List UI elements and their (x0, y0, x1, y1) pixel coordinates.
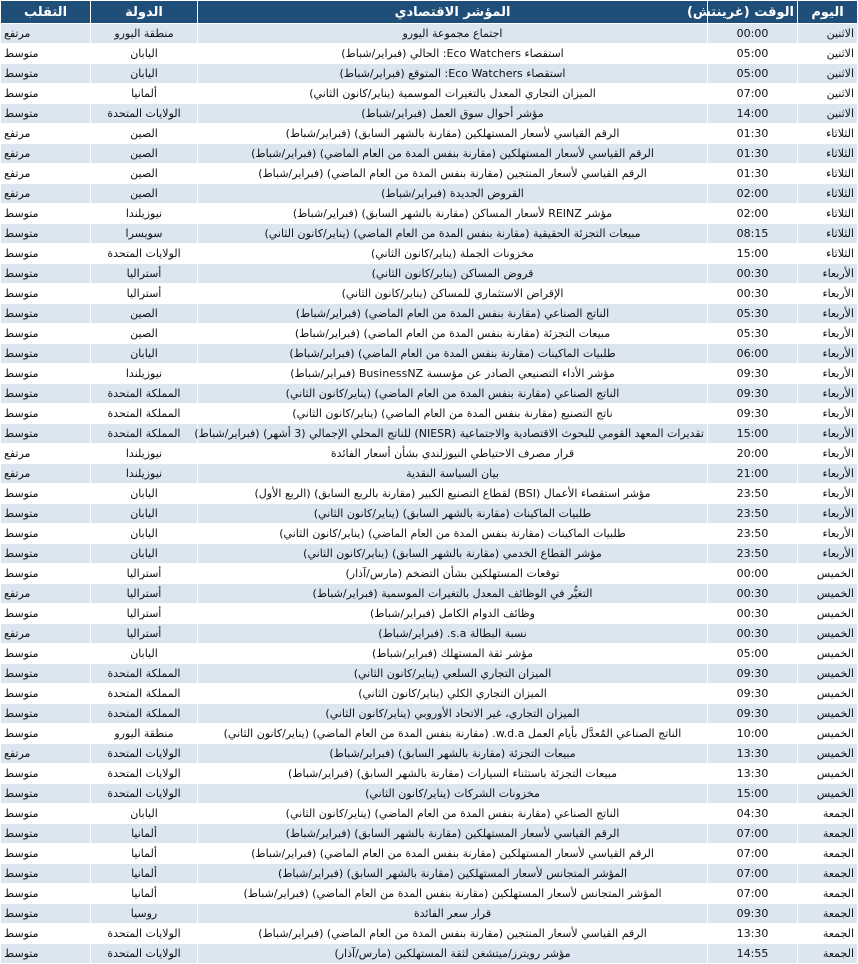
cell-volatility: مرتفع (1, 24, 91, 44)
table-row (1, 564, 858, 584)
cell-volatility: متوسط (1, 304, 91, 324)
cell-indicator: التغيُّر في الوظائف المعدل بالتغيرات الموسمية (فبراير/شباط) (198, 584, 708, 604)
cell-country: الولايات المتحدة (91, 104, 198, 124)
cell-indicator: استقصاء Eco Watchers: المتوقع (فبراير/شباط) (198, 64, 708, 84)
cell-country: نيوزيلندا (91, 464, 198, 484)
cell-indicator: مؤشر REINZ لأسعار المساكن (مقارنة بالشهر السابق) (فبراير/شباط) (198, 204, 708, 224)
header-time: الوقت (غرينتش) (708, 1, 798, 24)
cell-day: الجمعة (798, 904, 858, 924)
table-row (1, 184, 858, 204)
table-row (1, 24, 858, 44)
cell-country: الصين (91, 144, 198, 164)
cell-country: منطقة اليورو (91, 24, 198, 44)
cell-time: 04:30 (708, 804, 798, 824)
cell-country: اليابان (91, 544, 198, 564)
table-row (1, 944, 858, 964)
cell-indicator: استقصاء Eco Watchers: الحالي (فبراير/شباط) (198, 44, 708, 64)
table-row (1, 684, 858, 704)
cell-country: المملكة المتحدة (91, 384, 198, 404)
cell-indicator: الناتج الصناعي (مقارنة بنفس المدة من العام الماضي) (فبراير/شباط) (198, 304, 708, 324)
header-day: اليوم (798, 1, 858, 24)
cell-country: الصين (91, 164, 198, 184)
cell-country: أستراليا (91, 584, 198, 604)
cell-time: 23:50 (708, 524, 798, 544)
cell-country: روسيا (91, 904, 198, 924)
table-row (1, 44, 858, 64)
cell-country: اليابان (91, 524, 198, 544)
cell-day: الجمعة (798, 804, 858, 824)
cell-country: المملكة المتحدة (91, 404, 198, 424)
cell-time: 10:00 (708, 724, 798, 744)
cell-volatility: متوسط (1, 384, 91, 404)
cell-volatility: متوسط (1, 664, 91, 684)
cell-indicator: طلبيات الماكينات (مقارنة بالشهر السابق) (يناير/كانون الثاني) (198, 504, 708, 524)
cell-country: المملكة المتحدة (91, 664, 198, 684)
table-row (1, 304, 858, 324)
cell-time: 00:30 (708, 604, 798, 624)
table-row (1, 84, 858, 104)
cell-indicator: الميزان التجاري السلعي (يناير/كانون الثاني) (198, 664, 708, 684)
cell-country: ألمانيا (91, 884, 198, 904)
cell-volatility: مرتفع (1, 444, 91, 464)
table-row (1, 604, 858, 624)
cell-country: اليابان (91, 484, 198, 504)
cell-indicator: مؤشر أحوال سوق العمل (فبراير/شباط) (198, 104, 708, 124)
cell-country: الولايات المتحدة (91, 744, 198, 764)
cell-volatility: متوسط (1, 804, 91, 824)
cell-day: الثلاثاء (798, 224, 858, 244)
cell-volatility: متوسط (1, 644, 91, 664)
cell-volatility: متوسط (1, 104, 91, 124)
cell-day: الخميس (798, 704, 858, 724)
cell-country: اليابان (91, 504, 198, 524)
table-row (1, 664, 858, 684)
cell-day: الأربعاء (798, 504, 858, 524)
cell-country: الولايات المتحدة (91, 944, 198, 964)
cell-time: 07:00 (708, 864, 798, 884)
cell-indicator: المؤشر المتجانس لأسعار المستهلكين (مقارنة بالشهر السابق) (فبراير/شباط) (198, 864, 708, 884)
table-row (1, 784, 858, 804)
cell-country: الولايات المتحدة (91, 244, 198, 264)
cell-time: 15:00 (708, 784, 798, 804)
cell-day: الأربعاء (798, 284, 858, 304)
header-indicator: المؤشر الاقتصادي (198, 1, 708, 24)
cell-indicator: الميزان التجاري، غير الاتحاد الأوروبي (يناير/كانون الثاني) (198, 704, 708, 724)
cell-time: 05:30 (708, 304, 798, 324)
table-row (1, 144, 858, 164)
cell-indicator: قروض المساكن (يناير/كانون الثاني) (198, 264, 708, 284)
cell-day: الخميس (798, 724, 858, 744)
cell-volatility: متوسط (1, 944, 91, 964)
cell-volatility: مرتفع (1, 624, 91, 644)
cell-country: نيوزيلندا (91, 444, 198, 464)
cell-day: الأربعاء (798, 424, 858, 444)
cell-time: 00:30 (708, 264, 798, 284)
cell-country: أستراليا (91, 284, 198, 304)
cell-time: 00:00 (708, 564, 798, 584)
cell-volatility: متوسط (1, 884, 91, 904)
cell-day: الأربعاء (798, 264, 858, 284)
cell-day: الخميس (798, 624, 858, 644)
cell-day: الثلاثاء (798, 184, 858, 204)
cell-volatility: متوسط (1, 244, 91, 264)
cell-country: نيوزيلندا (91, 364, 198, 384)
cell-volatility: متوسط (1, 604, 91, 624)
cell-country: منطقة اليورو (91, 724, 198, 744)
cell-indicator: الإقراض الاستثماري للمساكن (يناير/كانون الثاني) (198, 284, 708, 304)
cell-day: الجمعة (798, 944, 858, 964)
cell-time: 05:30 (708, 324, 798, 344)
cell-time: 15:00 (708, 424, 798, 444)
cell-indicator: القروض الجديدة (فبراير/شباط) (198, 184, 708, 204)
table-row (1, 384, 858, 404)
cell-time: 02:00 (708, 184, 798, 204)
cell-indicator: مؤشر الأداء التصنيعي الصادر عن مؤسسة BusinessNZ (فبراير/شباط) (198, 364, 708, 384)
cell-country: ألمانيا (91, 824, 198, 844)
cell-country: ألمانيا (91, 864, 198, 884)
cell-time: 23:50 (708, 544, 798, 564)
cell-indicator: مبيعات التجزئة باستثناء السيارات (مقارنة بالشهر السابق) (فبراير/شباط) (198, 764, 708, 784)
table-row (1, 224, 858, 244)
cell-time: 23:50 (708, 484, 798, 504)
cell-indicator: ناتج التصنيع (مقارنة بنفس المدة من العام الماضي) (يناير/كانون الثاني) (198, 404, 708, 424)
cell-indicator: الناتج الصناعي المُعدَّل بأيام العمل w.d.a. (مقارنة بنفس المدة من العام الماضي) (يناير/كانون الثاني) (198, 724, 708, 744)
cell-volatility: متوسط (1, 684, 91, 704)
table-row (1, 124, 858, 144)
cell-volatility: متوسط (1, 844, 91, 864)
cell-time: 05:00 (708, 644, 798, 664)
cell-volatility: مرتفع (1, 184, 91, 204)
cell-time: 09:30 (708, 384, 798, 404)
cell-day: الثلاثاء (798, 164, 858, 184)
cell-volatility: متوسط (1, 224, 91, 244)
cell-day: الثلاثاء (798, 124, 858, 144)
cell-volatility: متوسط (1, 904, 91, 924)
cell-time: 20:00 (708, 444, 798, 464)
cell-indicator: نسبة البطالة s.a. (فبراير/شباط) (198, 624, 708, 644)
cell-volatility: متوسط (1, 424, 91, 444)
cell-indicator: وظائف الدوام الكامل (فبراير/شباط) (198, 604, 708, 624)
table-row (1, 864, 858, 884)
table-row (1, 724, 858, 744)
cell-day: الخميس (798, 784, 858, 804)
cell-time: 01:30 (708, 144, 798, 164)
cell-indicator: الرقم القياسي لأسعار المنتجين (مقارنة بنفس المدة من العام الماضي) (فبراير/شباط) (198, 164, 708, 184)
cell-volatility: متوسط (1, 264, 91, 284)
cell-day: الأربعاء (798, 444, 858, 464)
cell-volatility: متوسط (1, 484, 91, 504)
cell-day: الأربعاء (798, 364, 858, 384)
cell-indicator: الميزان التجاري الكلي (يناير/كانون الثاني) (198, 684, 708, 704)
cell-volatility: متوسط (1, 924, 91, 944)
cell-day: الخميس (798, 564, 858, 584)
table-row (1, 524, 858, 544)
cell-country: المملكة المتحدة (91, 424, 198, 444)
cell-day: الأربعاء (798, 464, 858, 484)
table-row (1, 344, 858, 364)
cell-country: الولايات المتحدة (91, 924, 198, 944)
cell-time: 07:00 (708, 84, 798, 104)
cell-time: 13:30 (708, 764, 798, 784)
cell-day: الأربعاء (798, 484, 858, 504)
cell-country: الولايات المتحدة (91, 764, 198, 784)
cell-indicator: توقعات المستهلكين بشأن التضخم (مارس/آذار) (198, 564, 708, 584)
cell-day: الخميس (798, 764, 858, 784)
table-row (1, 364, 858, 384)
cell-country: اليابان (91, 804, 198, 824)
cell-time: 00:00 (708, 24, 798, 44)
cell-volatility: متوسط (1, 84, 91, 104)
cell-indicator: الناتج الصناعي (مقارنة بنفس المدة من العام الماضي) (يناير/كانون الثاني) (198, 384, 708, 404)
table-row (1, 484, 858, 504)
cell-time: 07:00 (708, 844, 798, 864)
cell-volatility: متوسط (1, 44, 91, 64)
table-row (1, 824, 858, 844)
cell-country: أستراليا (91, 264, 198, 284)
cell-day: الاثنين (798, 104, 858, 124)
cell-day: الأربعاء (798, 324, 858, 344)
cell-volatility: متوسط (1, 524, 91, 544)
cell-indicator: مبيعات التجزئة (مقارنة بنفس المدة من العام الماضي) (فبراير/شباط) (198, 324, 708, 344)
cell-volatility: متوسط (1, 764, 91, 784)
cell-time: 14:00 (708, 104, 798, 124)
cell-indicator: بيان السياسة النقدية (198, 464, 708, 484)
cell-indicator: الميزان التجاري المعدل بالتغيرات الموسمية (يناير/كانون الثاني) (198, 84, 708, 104)
cell-time: 23:50 (708, 504, 798, 524)
cell-volatility: مرتفع (1, 584, 91, 604)
cell-indicator: المؤشر المتجانس لأسعار المستهلكين (مقارنة بنفس المدة من العام الماضي) (فبراير/شباط) (198, 884, 708, 904)
table-row (1, 924, 858, 944)
cell-time: 09:30 (708, 664, 798, 684)
table-row (1, 624, 858, 644)
cell-country: المملكة المتحدة (91, 684, 198, 704)
cell-indicator: مؤشر استقصاء الأعمال (BSI) لقطاع التصنيع الكبير (مقارنة بالربع السابق) (الربع الأول) (198, 484, 708, 504)
cell-indicator: طلبيات الماكينات (مقارنة بنفس المدة من العام الماضي) (فبراير/شباط) (198, 344, 708, 364)
cell-country: سويسرا (91, 224, 198, 244)
cell-volatility: متوسط (1, 284, 91, 304)
cell-time: 09:30 (708, 684, 798, 704)
cell-country: اليابان (91, 44, 198, 64)
table-row (1, 764, 858, 784)
cell-country: اليابان (91, 644, 198, 664)
cell-day: الثلاثاء (798, 244, 858, 264)
cell-day: الجمعة (798, 824, 858, 844)
cell-day: الثلاثاء (798, 204, 858, 224)
cell-time: 15:00 (708, 244, 798, 264)
cell-volatility: مرتفع (1, 144, 91, 164)
cell-day: الخميس (798, 604, 858, 624)
cell-time: 01:30 (708, 164, 798, 184)
cell-indicator: مخزونات الشركات (يناير/كانون الثاني) (198, 784, 708, 804)
table-row (1, 504, 858, 524)
cell-time: 13:30 (708, 924, 798, 944)
table-row (1, 244, 858, 264)
table-row (1, 884, 858, 904)
cell-day: الجمعة (798, 884, 858, 904)
cell-time: 06:00 (708, 344, 798, 364)
cell-time: 05:00 (708, 44, 798, 64)
cell-volatility: متوسط (1, 344, 91, 364)
table-row (1, 844, 858, 864)
table-row (1, 584, 858, 604)
cell-day: الاثنين (798, 64, 858, 84)
cell-time: 14:55 (708, 944, 798, 964)
cell-volatility: مرتفع (1, 124, 91, 144)
cell-country: أستراليا (91, 604, 198, 624)
cell-indicator: الرقم القياسي لأسعار المستهلكين (مقارنة بنفس المدة من العام الماضي) (فبراير/شباط) (198, 844, 708, 864)
table-row (1, 544, 858, 564)
table-row (1, 904, 858, 924)
cell-day: الخميس (798, 684, 858, 704)
cell-country: نيوزيلندا (91, 204, 198, 224)
cell-country: الولايات المتحدة (91, 784, 198, 804)
cell-indicator: طلبيات الماكينات (مقارنة بنفس المدة من العام الماضي) (يناير/كانون الثاني) (198, 524, 708, 544)
cell-indicator: مؤشر رويترز/ميتشغن لثقة المستهلكين (مارس/آذار) (198, 944, 708, 964)
cell-volatility: مرتفع (1, 464, 91, 484)
table-row (1, 204, 858, 224)
cell-day: الخميس (798, 664, 858, 684)
cell-indicator: الرقم القياسي لأسعار المستهلكين (مقارنة بالشهر السابق) (فبراير/شباط) (198, 124, 708, 144)
cell-volatility: متوسط (1, 544, 91, 564)
cell-indicator: مؤشر ثقة المستهلك (فبراير/شباط) (198, 644, 708, 664)
cell-day: الاثنين (798, 44, 858, 64)
cell-country: ألمانيا (91, 844, 198, 864)
cell-indicator: تقديرات المعهد القومي للبحوث الاقتصادية والاجتماعية (NIESR) للناتج المحلي الإجمالي (3 أشهر) (فبراير/شباط) (198, 424, 708, 444)
header-volatility: التقلب (1, 1, 91, 24)
table-row (1, 264, 858, 284)
cell-country: أستراليا (91, 624, 198, 644)
cell-country: اليابان (91, 344, 198, 364)
cell-time: 00:30 (708, 584, 798, 604)
cell-indicator: قرار مصرف الاحتياطي النيوزلندي بشأن أسعار الفائدة (198, 444, 708, 464)
cell-day: الأربعاء (798, 404, 858, 424)
cell-time: 09:30 (708, 904, 798, 924)
cell-volatility: متوسط (1, 404, 91, 424)
cell-day: الأربعاء (798, 544, 858, 564)
cell-volatility: متوسط (1, 64, 91, 84)
cell-volatility: متوسط (1, 864, 91, 884)
cell-day: الأربعاء (798, 304, 858, 324)
header-row (1, 1, 858, 24)
cell-country: أستراليا (91, 564, 198, 584)
table-row (1, 104, 858, 124)
cell-day: الجمعة (798, 924, 858, 944)
cell-day: الأربعاء (798, 344, 858, 364)
cell-volatility: متوسط (1, 324, 91, 344)
cell-day: الجمعة (798, 864, 858, 884)
cell-country: اليابان (91, 64, 198, 84)
cell-time: 08:15 (708, 224, 798, 244)
cell-time: 21:00 (708, 464, 798, 484)
cell-indicator: مبيعات التجزئة الحقيقية (مقارنة بنفس المدة من العام الماضي) (يناير/كانون الثاني) (198, 224, 708, 244)
cell-country: الصين (91, 184, 198, 204)
cell-volatility: متوسط (1, 504, 91, 524)
cell-volatility: متوسط (1, 824, 91, 844)
cell-indicator: الرقم القياسي لأسعار المستهلكين (مقارنة بنفس المدة من العام الماضي) (فبراير/شباط) (198, 144, 708, 164)
cell-day: الأربعاء (798, 524, 858, 544)
cell-time: 05:00 (708, 64, 798, 84)
cell-volatility: متوسط (1, 784, 91, 804)
cell-day: الخميس (798, 584, 858, 604)
cell-volatility: متوسط (1, 204, 91, 224)
cell-country: الصين (91, 324, 198, 344)
cell-day: الاثنين (798, 84, 858, 104)
cell-volatility: مرتفع (1, 164, 91, 184)
cell-indicator: قرار سعر الفائدة (198, 904, 708, 924)
cell-time: 07:00 (708, 884, 798, 904)
cell-indicator: مبيعات التجزئة (مقارنة بالشهر السابق) (فبراير/شباط) (198, 744, 708, 764)
table-row (1, 404, 858, 424)
cell-time: 09:30 (708, 704, 798, 724)
cell-indicator: الرقم القياسي لأسعار المنتجين (مقارنة بنفس المدة من العام الماضي) (فبراير/شباط) (198, 924, 708, 944)
cell-volatility: مرتفع (1, 744, 91, 764)
cell-volatility: متوسط (1, 724, 91, 744)
table-row (1, 324, 858, 344)
cell-volatility: متوسط (1, 564, 91, 584)
cell-volatility: متوسط (1, 704, 91, 724)
cell-indicator: مؤشر القطاع الخدمي (مقارنة بالشهر السابق) (يناير/كانون الثاني) (198, 544, 708, 564)
cell-country: ألمانيا (91, 84, 198, 104)
cell-day: الخميس (798, 744, 858, 764)
cell-country: الصين (91, 124, 198, 144)
table-row (1, 284, 858, 304)
table-row (1, 444, 858, 464)
cell-day: الأربعاء (798, 384, 858, 404)
cell-time: 07:00 (708, 824, 798, 844)
cell-day: الخميس (798, 644, 858, 664)
header-country: الدولة (91, 1, 198, 24)
cell-day: الثلاثاء (798, 144, 858, 164)
table-row (1, 164, 858, 184)
cell-day: الجمعة (798, 844, 858, 864)
cell-indicator: مخزونات الجملة (يناير/كانون الثاني) (198, 244, 708, 264)
cell-indicator: الرقم القياسي لأسعار المستهلكين (مقارنة بالشهر السابق) (فبراير/شباط) (198, 824, 708, 844)
cell-time: 09:30 (708, 364, 798, 384)
table-row (1, 644, 858, 664)
cell-country: الصين (91, 304, 198, 324)
table-row (1, 424, 858, 444)
cell-time: 00:30 (708, 624, 798, 644)
table-row (1, 704, 858, 724)
table-row (1, 744, 858, 764)
cell-indicator: الناتج الصناعي (مقارنة بنفس المدة من العام الماضي) (يناير/كانون الثاني) (198, 804, 708, 824)
cell-country: المملكة المتحدة (91, 704, 198, 724)
table-row (1, 804, 858, 824)
cell-time: 13:30 (708, 744, 798, 764)
cell-indicator: اجتماع مجموعة اليورو (198, 24, 708, 44)
cell-day: الاثنين (798, 24, 858, 44)
cell-volatility: متوسط (1, 364, 91, 384)
cell-time: 00:30 (708, 284, 798, 304)
cell-time: 02:00 (708, 204, 798, 224)
cell-time: 01:30 (708, 124, 798, 144)
cell-time: 09:30 (708, 404, 798, 424)
table-row (1, 464, 858, 484)
table-row (1, 64, 858, 84)
